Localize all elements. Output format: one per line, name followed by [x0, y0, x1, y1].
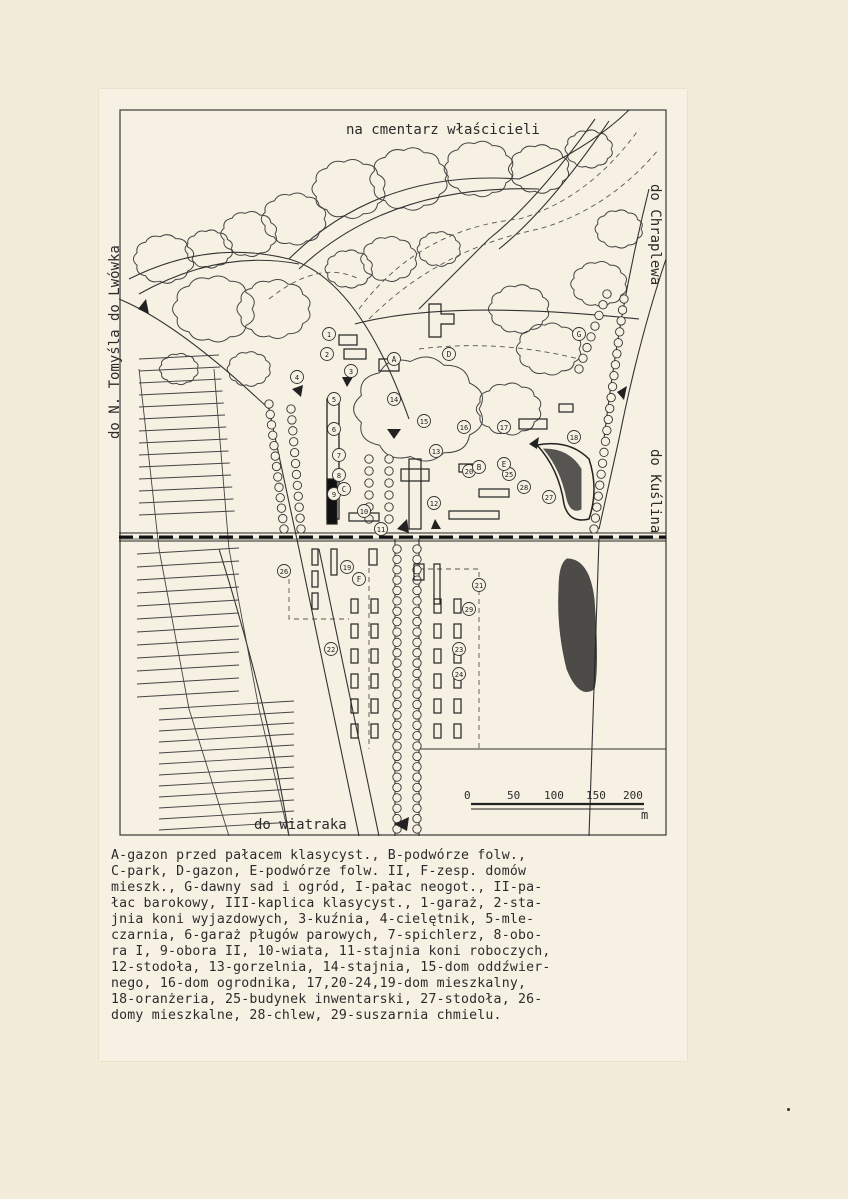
svg-text:11: 11	[376, 526, 386, 534]
legend-line: domy mieszkalne, 28-chlew, 29-suszarnia chmielu.	[111, 1008, 502, 1023]
svg-text:A: A	[391, 355, 397, 364]
svg-text:F: F	[356, 575, 362, 584]
building-number-12	[428, 497, 441, 510]
svg-text:15: 15	[419, 418, 429, 426]
building-number-14	[388, 393, 401, 406]
svg-text:26: 26	[279, 568, 289, 576]
scale-bar	[464, 789, 648, 822]
building-number-29	[463, 603, 476, 616]
area-letter-B	[473, 461, 486, 474]
svg-text:6: 6	[331, 426, 337, 434]
building-number-8	[333, 469, 346, 482]
scale-tick-200: 200	[623, 789, 643, 802]
building-number-26	[278, 565, 291, 578]
svg-text:14: 14	[389, 396, 399, 404]
building-number-1	[323, 328, 336, 341]
svg-text:2: 2	[324, 351, 330, 359]
svg-text:27: 27	[544, 494, 554, 502]
svg-text:C: C	[341, 485, 347, 494]
svg-text:G: G	[576, 330, 582, 339]
building-number-6	[328, 423, 341, 436]
direction-markers	[138, 299, 627, 831]
map-legend	[111, 848, 681, 1024]
legend-line: ra I, 9-obora II, 10-wiata, 11-stajnia koni roboczych,	[111, 944, 551, 959]
building-number-2	[321, 348, 334, 361]
estate-site-plan	[107, 109, 667, 836]
scale-unit: m	[641, 808, 649, 822]
scale-tick-100: 100	[544, 789, 564, 802]
building-number-4	[291, 371, 304, 384]
building-number-17	[498, 421, 511, 434]
area-letter-D	[443, 348, 456, 361]
area-letter-C	[338, 483, 351, 496]
label-north-road: na cmentarz właścicieli	[346, 122, 540, 138]
building-number-21	[473, 579, 486, 592]
area-letter-E	[498, 458, 511, 471]
building-number-16	[458, 421, 471, 434]
area-letter-A	[388, 353, 401, 366]
svg-text:B: B	[476, 463, 482, 472]
svg-text:4: 4	[294, 374, 300, 382]
legend-line: jnia koni wyjazdowych, 3-kuźnia, 4-cielętnik, 5-mle-	[111, 912, 535, 927]
svg-text:21: 21	[474, 582, 484, 590]
palace-neogothic	[429, 304, 454, 337]
building-number-11	[375, 523, 388, 536]
scale-tick-50: 50	[507, 789, 521, 802]
legend-line: czarnia, 6-garaż pługów parowych, 7-spichlerz, 8-obo-	[111, 928, 543, 943]
svg-text:23: 23	[454, 646, 464, 654]
svg-text:13: 13	[431, 448, 441, 456]
svg-text:28: 28	[519, 484, 529, 492]
svg-text:16: 16	[459, 424, 469, 432]
building-number-7	[333, 449, 346, 462]
scale-tick-0: 0	[464, 789, 471, 802]
svg-text:25: 25	[504, 471, 514, 479]
legend-line: mieszk., G-dawny sad i ogród, I-pałac neogot., II-pa-	[111, 880, 543, 895]
svg-text:7: 7	[336, 452, 342, 460]
building-number-28	[518, 481, 531, 494]
svg-text:9: 9	[331, 491, 337, 499]
legend-line: łac barokowy, III-kaplica klasycyst., 1-garaż, 2-sta-	[111, 896, 543, 911]
building-number-27	[543, 491, 556, 504]
railway-line	[119, 533, 666, 541]
legend-line: nego, 16-dom ogrodnika, 17,20-24,19-dom mieszkalny,	[111, 976, 527, 991]
legend-line: C-park, D-gazon, E-podwórze folw. II, F-zesp. domów	[111, 864, 527, 879]
svg-text:17: 17	[499, 424, 509, 432]
building-number-10	[358, 505, 371, 518]
svg-text:8: 8	[336, 472, 342, 480]
paper-speck	[787, 1108, 790, 1111]
building-number-15	[418, 415, 431, 428]
svg-text:1: 1	[326, 331, 332, 339]
svg-text:18: 18	[569, 434, 579, 442]
legend-line: 12-stodoła, 13-gorzelnia, 14-stajnia, 15-dom oddźwier-	[111, 960, 551, 975]
label-east-road: do Kuślina	[647, 449, 663, 534]
svg-text:12: 12	[429, 500, 439, 508]
svg-text:E: E	[501, 460, 507, 469]
svg-text:3: 3	[348, 368, 354, 376]
svg-text:20: 20	[464, 468, 474, 476]
svg-text:5: 5	[331, 396, 337, 404]
legend-line: 18-oranżeria, 25-budynek inwentarski, 27-stodoła, 26-	[111, 992, 543, 1007]
svg-text:22: 22	[326, 646, 336, 654]
building-number-23	[453, 643, 466, 656]
building-number-13	[430, 445, 443, 458]
housing-blocks	[351, 599, 464, 738]
svg-text:D: D	[446, 350, 452, 359]
svg-text:19: 19	[342, 564, 352, 572]
area-letter-F	[353, 573, 366, 586]
building-number-24	[453, 668, 466, 681]
svg-text:24: 24	[454, 671, 464, 679]
scale-tick-150: 150	[586, 789, 606, 802]
building-number-5	[328, 393, 341, 406]
area-letter-G	[573, 328, 586, 341]
legend-line: A-gazon przed pałacem klasycyst., B-podwórze folw.,	[111, 848, 527, 863]
label-northwest-road: do N. Tomyśla do Lwówka	[107, 245, 123, 439]
mounted-document-sheet	[99, 89, 687, 1061]
label-northeast-road: do Chraplewa	[647, 184, 663, 286]
building-number-3	[345, 365, 358, 378]
ponds	[537, 444, 597, 692]
label-south-road: do wiatraka	[254, 817, 347, 833]
svg-text:10: 10	[359, 508, 369, 516]
svg-text:29: 29	[464, 606, 474, 614]
site-plan-drawing	[107, 109, 667, 836]
building-number-markers	[278, 328, 586, 681]
building-number-22	[325, 643, 338, 656]
building-number-19	[341, 561, 354, 574]
building-number-18	[568, 431, 581, 444]
